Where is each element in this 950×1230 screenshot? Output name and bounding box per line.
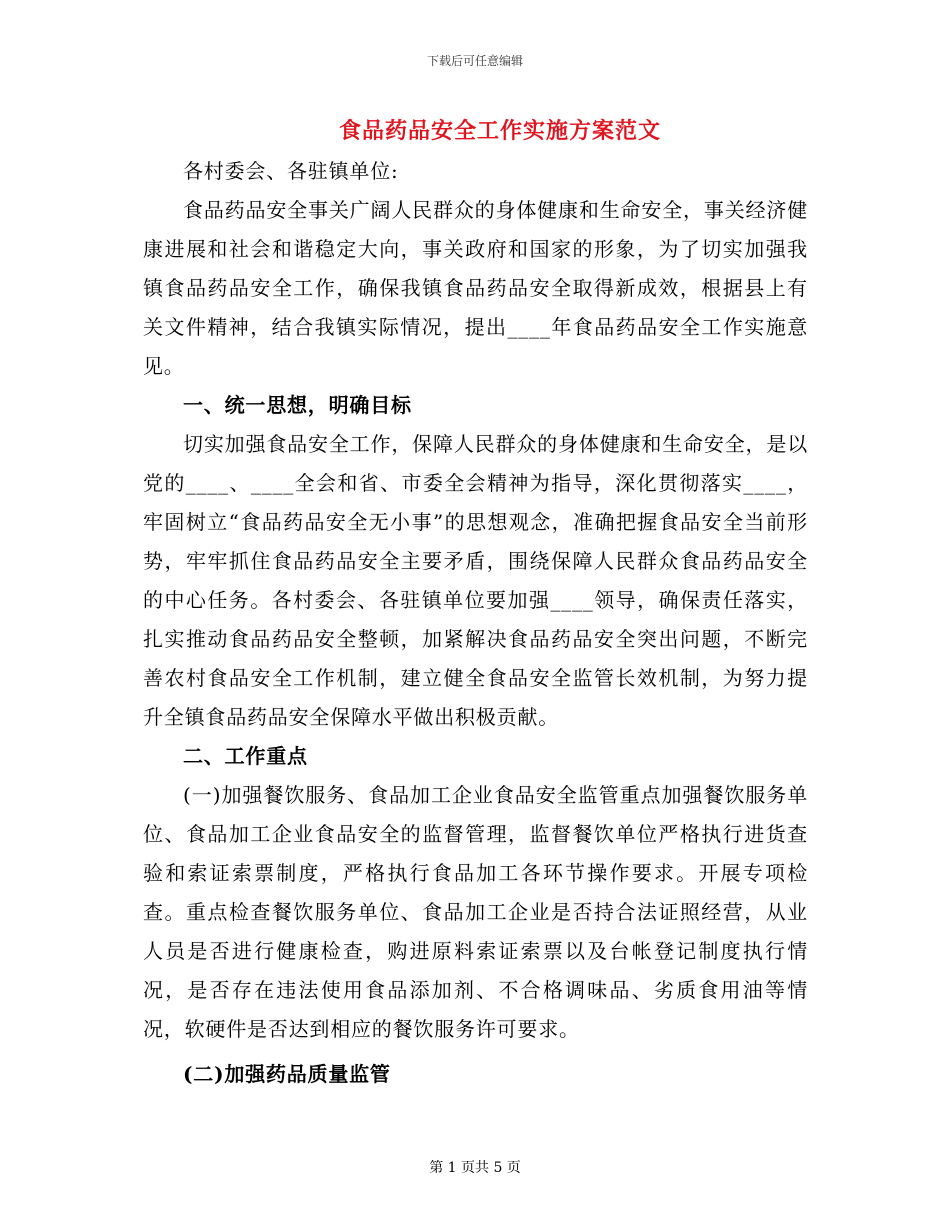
paragraph-section-2-item-1: (一)加强餐饮服务、食品加工企业食品安全监管重点加强餐饮服务单位、食品加工企业食品安全的监督管理，监督餐饮单位严格执行进货查验和索证索票制度，严格执行食品加工各环节操作要求。开展专项检查。重点检查餐饮服务单位、食品加工企业是否持合法证照经营，从业人员是否进行健康检查，购进原料索证索票以及台帐登记制度执行情况，是否存在违法使用食品添加剂、不合格调味品、劣质食用油等情况，软硬件是否达到相应的餐饮服务许可要求。 xyxy=(143,783,808,1041)
section-heading-1: 一、统一思想，明确目标 xyxy=(183,393,412,417)
subsection-heading-2: (二)加强药品质量监管 xyxy=(183,1062,391,1086)
paragraph-section-1: 切实加强食品安全工作，保障人民群众的身体健康和生命安全，是以党的____、____全会和省、市委全会精神为指导，深化贯彻落实____，牢固树立“食品药品安全无小事”的思想观念，准确把握食品安全当前形势，牢牢抓住食品药品安全主要矛盾，围绕保障人民群众食品药品安全的中心任务。各村委会、各驻镇单位要加强____领导，确保责任落实，扎实推动食品药品安全整顿，加紧解决食品药品安全突出问题，不断完善农村食品安全工作机制，建立健全食品安全监管长效机制，为努力提升全镇食品药品安全保障水平做出积极贡献。 xyxy=(143,432,808,729)
header-note: 下载后可任意编辑 xyxy=(426,54,523,68)
document-title: 食品药品安全工作实施方案范文 xyxy=(338,118,661,144)
section-heading-2: 二、工作重点 xyxy=(183,744,308,768)
salutation: 各村委会、各驻镇单位: xyxy=(183,159,399,183)
paragraph-intro: 食品药品安全事关广阔人民群众的身体健康和生命安全，事关经济健康进展和社会和谐稳定大向，事关政府和国家的形象，为了切实加强我镇食品药品安全工作，确保我镇食品药品安全取得新成效，根据县上有关文件精神，结合我镇实际情况，提出____年食品药品安全工作实施意见。 xyxy=(143,198,808,378)
page-number: 第 1 页共 5 页 xyxy=(429,1160,521,1176)
document-body xyxy=(143,152,808,1094)
